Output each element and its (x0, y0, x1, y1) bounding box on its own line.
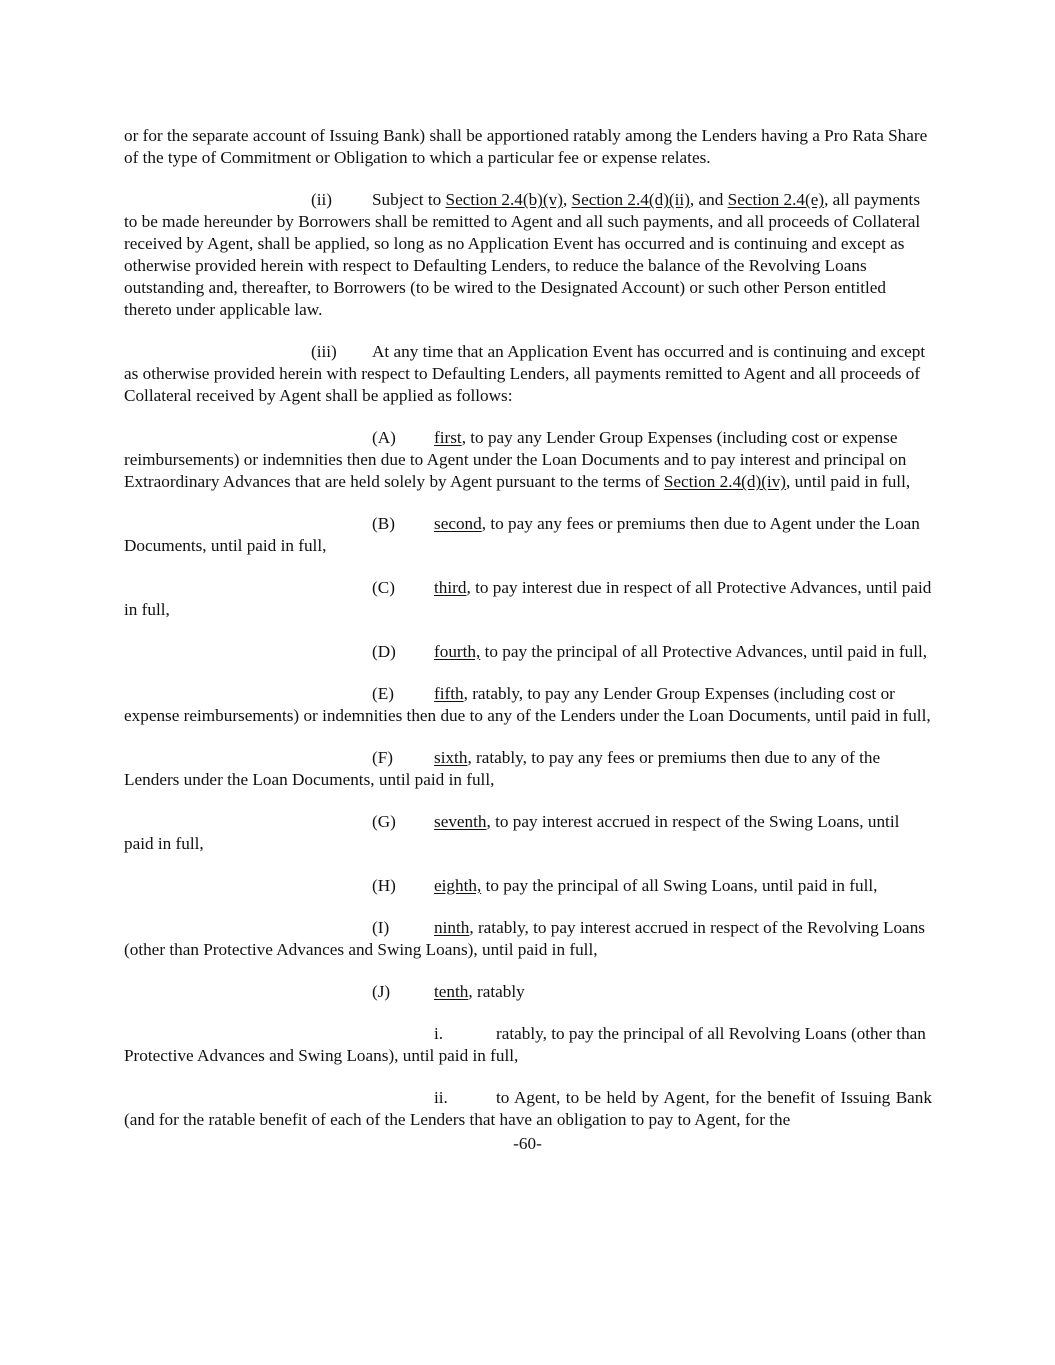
underlined-term: third (434, 578, 467, 597)
underlined-term: tenth (434, 982, 469, 1001)
text-run: , to pay interest accrued in respect of the Swing Loans, until paid in full, (124, 812, 900, 853)
clause-b (124, 513, 932, 557)
text-run: , ratably, to pay any Lender Group Expenses (including cost or expense reimbursements) or indemnities then due to any of the Lenders under the Loan Documents, until paid in full, (124, 684, 931, 725)
text-run: , until paid in full, (786, 472, 911, 491)
paragraph-iii (124, 341, 932, 407)
clause-d (124, 641, 932, 663)
paragraph-label: ii. (434, 1088, 448, 1107)
paragraph-label: (J) (372, 982, 391, 1001)
text-run: to pay the principal of all Swing Loans, until paid in full, (481, 876, 878, 895)
underlined-term: first (434, 428, 462, 447)
paragraph-intro (124, 125, 932, 169)
clause-a (124, 427, 932, 493)
paragraph-label: (B) (372, 514, 395, 533)
text-run: , ratably, to pay interest accrued in respect of the Revolving Loans (other than Protective Advances and Swing Loans), until paid in full, (124, 918, 925, 959)
underlined-term: sixth (434, 748, 468, 767)
text-run: , to pay interest due in respect of all Protective Advances, until paid in full, (124, 578, 932, 619)
paragraph-label: (F) (372, 748, 394, 767)
clause-j (124, 981, 932, 1003)
clause-g (124, 811, 932, 855)
text-run: , all payments to be made hereunder by Borrowers shall be remitted to Agent and all such payments, and all proceeds of Collateral received by Agent, shall be applied, so long as no Application Event has occurred and is continuing and except as otherwise provided herein with respect to Defaulting Lenders, to reduce the balance of the Revolving Loans outstanding and, thereafter, to Borrowers (to be wired to the Designated Account) or such other Person entitled thereto under applicable law. (124, 190, 921, 319)
text-run: , ratably (468, 982, 525, 1001)
clause-i (124, 917, 932, 961)
clause-f (124, 747, 932, 791)
paragraph-label: (D) (372, 642, 396, 661)
underlined-term: ninth (434, 918, 470, 937)
clause-c (124, 577, 932, 621)
underlined-term: fourth, (434, 642, 481, 661)
paragraph-label: (A) (372, 428, 396, 447)
paragraph-label: (ii) (311, 190, 332, 209)
text-run: , ratably, to pay any fees or premiums then due to any of the Lenders under the Loan Documents, until paid in full, (124, 748, 881, 789)
text-run: ratably, to pay the principal of all Revolving Loans (other than Protective Advances and Swing Loans), until paid in full, (124, 1024, 926, 1065)
underlined-term: Section 2.4(e) (727, 190, 825, 209)
underlined-term: Section 2.4(b)(v) (445, 190, 563, 209)
text-run: At any time that an Application Event has occurred and is continuing and except as otherwise provided herein with respect to Defaulting Lenders, all payments remitted to Agent and all proceeds of Collateral received by Agent shall be applied as follows: (124, 342, 926, 405)
page-number: -60- (513, 1134, 542, 1153)
underlined-term: second (434, 514, 482, 533)
paragraph-label: i. (434, 1024, 444, 1043)
clause-h (124, 875, 932, 897)
text-run: , to pay any fees or premiums then due to Agent under the Loan Documents, until paid in full, (124, 514, 920, 555)
text-run: or for the separate account of Issuing Bank) shall be apportioned ratably among the Lenders having a Pro Rata Share of the type of Commitment or Obligation to which a particular fee or expense relates. (124, 126, 928, 167)
subclause-i (124, 1023, 932, 1067)
text-run: Subject to (372, 190, 446, 209)
underlined-term: Section 2.4(d)(ii) (571, 190, 690, 209)
underlined-term: seventh (434, 812, 487, 831)
underlined-term: fifth (434, 684, 464, 703)
paragraph-ii (124, 189, 932, 321)
text-run: , and (689, 190, 728, 209)
clause-e (124, 683, 932, 727)
text-run: , (562, 190, 572, 209)
paragraph-label: (E) (372, 684, 394, 703)
paragraph-label: (G) (372, 812, 396, 831)
paragraph-label: (I) (372, 918, 390, 937)
paragraph-label: (C) (372, 578, 395, 597)
underlined-term: Section 2.4(d)(iv) (663, 472, 787, 491)
paragraph-label: (iii) (311, 342, 337, 361)
paragraph-label: (H) (372, 876, 396, 895)
underlined-term: eighth, (434, 876, 482, 895)
text-run: to Agent, to be held by Agent, for the benefit of Issuing Bank (and for the ratable benefit of each of the Lenders that have an obligation to pay to Agent, for the (124, 1088, 932, 1129)
subclause-ii (124, 1087, 932, 1131)
text-run: , to pay any Lender Group Expenses (including cost or expense reimbursements) or indemnities then due to Agent under the Loan Documents and to pay interest and principal on Extraordinary Advances that are held solely by Agent pursuant to the terms of (124, 428, 907, 491)
text-run: to pay the principal of all Protective Advances, until paid in full, (480, 642, 928, 661)
